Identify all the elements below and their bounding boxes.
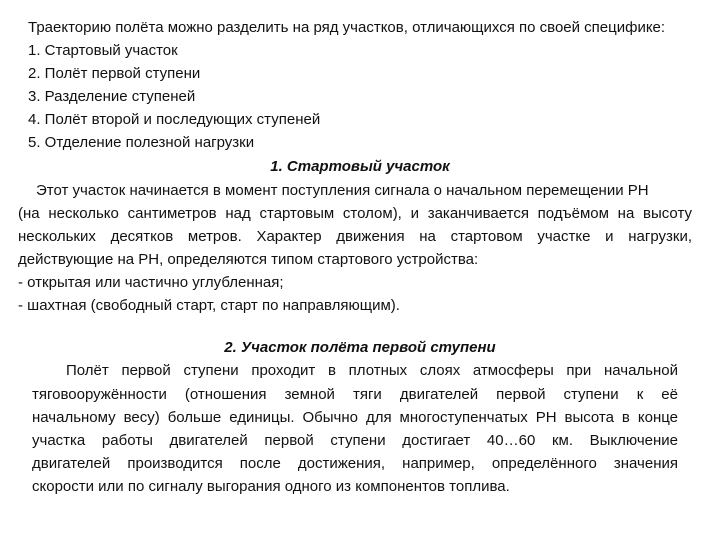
section-2-heading: 2. Участок полёта первой ступени <box>224 339 496 356</box>
list-item-separation: 3. Разделение ступеней <box>28 88 196 105</box>
section-1-line-5: - открытая или частично углубленная; <box>18 274 284 291</box>
section-2-line-4: участка работы двигателей первой ступени достигает 40…60 км. Выключение <box>32 432 678 449</box>
intro-lead: Траекторию полёта можно разделить на ряд участков, отличающихся по своей специфике: <box>28 19 666 36</box>
section-2-line-2: тяговооружённости (отношения земной тяги двигателей первой ступени к её <box>32 386 678 403</box>
section-2-line-5: двигателей производится после достижения, например, определённого значения <box>32 455 678 472</box>
list-item-start: 1. Стартовый участок <box>28 42 178 59</box>
section-1-line-6: - шахтная (свободный старт, старт по направляющим). <box>18 297 400 314</box>
list-item-payload: 5. Отделение полезной нагрузки <box>28 134 255 151</box>
section-2-line-1: Полёт первой ступени проходит в плотных слоях атмосферы при начальной <box>66 362 678 379</box>
section-2-line-6: скорости или по сигналу выгорания одного из компонентов топлива. <box>32 478 510 495</box>
section-1-line-2: (на несколько сантиметров над стартовым столом), и заканчивается подъёмом на высоту <box>18 205 692 222</box>
section-1-line-3: нескольких десятков метров. Характер движения на стартовом участке и нагрузки, <box>18 228 692 245</box>
list-item-second-stage: 4. Полёт второй и последующих ступеней <box>28 111 321 128</box>
section-1-line-1: Этот участок начинается в момент поступления сигнала о начальном перемещении РН <box>36 182 649 199</box>
list-item-first-stage: 2. Полёт первой ступени <box>28 65 201 82</box>
section-1-heading: 1. Стартовый участок <box>270 158 450 175</box>
section-1-line-4: действующие на РН, определяются типом стартового устройства: <box>18 251 479 268</box>
section-2-line-3: начальному весу) больше единицы. Обычно для многоступенчатых РН высота в конце <box>32 409 678 426</box>
